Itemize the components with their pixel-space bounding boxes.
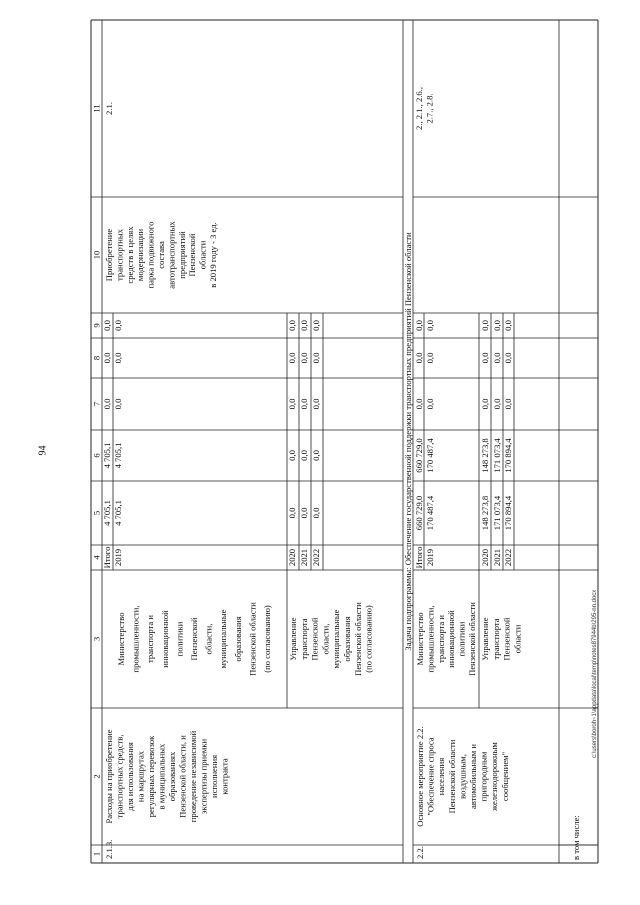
row-213-c7-value: 0,0	[102, 398, 112, 410]
row-22-name-line: пригородным	[478, 751, 489, 802]
row-213-year: 2020	[287, 548, 297, 567]
row-213-executor1-line: Пензенской области	[247, 602, 258, 676]
row-213-c8-value: 0,0	[102, 352, 112, 364]
row-22-c5-value: 171 073,4	[492, 495, 502, 531]
row-22-name-line: воздушным,	[457, 754, 468, 799]
row-22-executor1-line: инновационной	[446, 610, 457, 668]
row-213-c8-value: 0,0	[287, 352, 297, 364]
row-213-name-line: Расходы на приобретение	[104, 729, 114, 824]
row-22-c8-value: 0,0	[492, 352, 502, 364]
row-213-target-line: в 2019 году - 3 ед.	[208, 222, 218, 288]
header-cell-9: 9	[91, 323, 102, 328]
row-22-executor1-line: политики	[456, 621, 467, 657]
row-213-indicator: 2.1.	[104, 102, 114, 115]
row-213-c8-value: 0,0	[311, 352, 321, 364]
row-213-executor2-line: Пензенской	[309, 617, 320, 661]
row-213-year: 2021	[299, 548, 309, 567]
row-213-executor1-line: инновационной	[159, 610, 170, 668]
row-213-executor1-line: транспорта и	[145, 615, 156, 663]
row-22-year: 2020	[480, 548, 490, 567]
row-213-name-line: регулярных перевозок	[146, 735, 156, 818]
header-cell-1: 1	[91, 851, 102, 857]
row-22-c7-value: 0,0	[425, 398, 435, 410]
row-213-c9-value: 0,0	[113, 320, 123, 331]
row-213-executor1-line: муниципальные	[218, 609, 229, 669]
row-213-c5-value: 0,0	[311, 507, 321, 519]
row-22-name-line: автомобильным и	[468, 744, 478, 809]
row-213-target-line: парка подвижного	[145, 221, 156, 289]
row-22-c7-value: 0,0	[503, 398, 513, 410]
row-22-c8-value: 0,0	[503, 352, 513, 364]
row-213-year: Итого	[102, 546, 112, 569]
row-22-c6-value: 660 729,0	[414, 438, 424, 473]
row-213-c7-value: 0,0	[311, 398, 321, 410]
row-22-c6-value: 170 487,4	[425, 438, 435, 473]
row-22-c5-value: 660 729,0	[414, 495, 424, 531]
row-213-executor2-line: Управление	[288, 617, 298, 661]
row-22-c9-value: 0,0	[480, 320, 490, 331]
row-22-number: 2.2.	[415, 846, 425, 859]
row-22-c5-value: 148 273,8	[480, 495, 490, 531]
row-213-c5-value: 4 705,1	[113, 500, 123, 526]
row-213-executor1-line: политики	[174, 621, 185, 657]
row-213-c6-value: 0,0	[299, 450, 309, 461]
task-title: Задача подпрограммы: Обеспечение государственной поддержки транспортных предприятий Пензенской области	[403, 232, 413, 651]
row-22-year: 2021	[492, 548, 502, 567]
row-22-year: Итого	[414, 546, 424, 569]
row-22-executor2-line: транспорта	[490, 618, 501, 660]
page-number: 94	[37, 445, 49, 456]
row-213-number: 2.1.3.	[104, 839, 114, 859]
row-213-name-line: исполнения	[209, 754, 219, 799]
header-cell-11: 11	[91, 104, 102, 113]
header-cell-10: 10	[91, 250, 102, 260]
row-213-c9-value: 0,0	[299, 320, 309, 331]
row-213-name-line: транспортных средств,	[114, 734, 125, 819]
row-213-c9-value: 0,0	[311, 320, 321, 331]
row-213-c8-value: 0,0	[113, 352, 123, 364]
row-213-executor2-line: образования	[342, 616, 352, 662]
row-22-name-line: Пензенской области	[446, 739, 457, 814]
row-213-c7-value: 0,0	[299, 398, 309, 410]
row-22-c7-value: 0,0	[492, 398, 502, 410]
row-22-executor2-line: области	[512, 624, 523, 654]
table-body	[91, 20, 598, 863]
row-213-target-line: средств в целях	[124, 226, 135, 284]
row-213-target-line: состава	[156, 241, 166, 269]
row-22-year: 2022	[503, 548, 513, 567]
row-213-c6-value: 4 705,1	[102, 442, 112, 469]
row-22-executor1-line: Пензенской области	[467, 602, 477, 676]
row-22-name-line: Основное мероприятие 2.2.	[415, 726, 425, 827]
row-22-executor2-line: Управление	[480, 617, 490, 661]
row-22-indicator-line: 2.7., 2.8.	[424, 93, 435, 124]
row-22-c9-value: 0,0	[492, 320, 502, 331]
row-213-name-line: образованиях	[167, 751, 177, 802]
row-213-c6-value: 4 705,1	[113, 442, 123, 469]
header-cell-2: 2	[91, 774, 102, 779]
row-22-c7-value: 0,0	[414, 398, 424, 410]
row-22-c5-value: 170 894,4	[503, 495, 513, 531]
row-22-year: 2019	[425, 548, 435, 567]
row-22-indicator-line: 2., 2.1., 2.6.,	[414, 87, 424, 130]
row-22-c5-value: 170 487,4	[425, 495, 435, 531]
row-213-executor2-line: транспорта	[298, 618, 309, 660]
footer-label: в том числе:	[571, 815, 581, 860]
row-213-name-line: для использования	[125, 742, 135, 811]
row-213-executor1-line: промышленности,	[130, 605, 141, 673]
row-22-c8-value: 0,0	[480, 352, 490, 364]
header-cell-5: 5	[91, 510, 102, 516]
row-213-c7-value: 0,0	[113, 398, 123, 410]
header-cell-4: 4	[91, 555, 102, 560]
row-213-c9-value: 0,0	[102, 320, 112, 331]
row-213-executor1-line: образования	[232, 616, 243, 662]
row-213-c8-value: 0,0	[299, 352, 309, 364]
row-22-c9-value: 0,0	[425, 320, 435, 331]
row-213-executor1-line: области,	[203, 623, 214, 655]
row-213-c6-value: 0,0	[287, 450, 297, 461]
row-213-name-line: экспертизы приемки	[198, 738, 209, 815]
row-213-executor2-line: (по согласованию)	[363, 605, 374, 673]
row-22-executor1-line: транспорта и	[435, 615, 446, 663]
file-path-footer: c:\users\boroh~1\appdata\local\temp\notes87944b\295-nn.docx	[592, 589, 598, 758]
row-22-name-line: населения	[436, 757, 447, 796]
row-213-target-line: автотранспортных	[166, 221, 177, 289]
row-22-c8-value: 0,0	[414, 352, 424, 364]
row-213-c5-value: 0,0	[287, 507, 297, 519]
row-22-c9-value: 0,0	[414, 320, 424, 331]
row-213-name-line: на маршрутах	[135, 750, 146, 803]
row-213-executor2-line: муниципальные	[331, 609, 342, 669]
row-22-name-line: сообщением"	[499, 751, 510, 802]
row-22-name-line: железнодорожным	[489, 742, 500, 811]
row-213-year: 2022	[311, 548, 321, 567]
row-213-year: 2019	[113, 548, 123, 567]
row-22-executor1-line: промышленности,	[425, 605, 436, 673]
row-22-c8-value: 0,0	[425, 352, 435, 364]
row-213-executor2-line: Пензенской области	[352, 602, 363, 676]
row-22-c9-value: 0,0	[503, 320, 513, 331]
row-213-target-line: Приобретение	[104, 228, 114, 282]
row-213-executor1-line: Пензенской	[189, 617, 199, 661]
row-213-target-line: области	[197, 240, 208, 270]
header-cell-3: 3	[91, 636, 102, 642]
row-22-c6-value: 170 894,4	[503, 438, 513, 473]
header-cell-6: 6	[91, 453, 102, 458]
row-213-c5-value: 0,0	[299, 507, 309, 519]
row-213-name-line: в муниципальных	[156, 743, 167, 810]
row-213-executor2-line: области,	[320, 623, 331, 655]
row-213-executor1-line: (по согласованию)	[262, 605, 272, 673]
row-213-target-line: Пензенской	[187, 233, 198, 277]
row-22-c7-value: 0,0	[480, 398, 490, 410]
row-22-executor1-line: Министерство	[415, 612, 425, 666]
row-213-executor1-line: Министерство	[116, 612, 126, 666]
row-213-target-line: модернизации	[135, 228, 146, 282]
row-213-c5-value: 4 705,1	[102, 500, 112, 526]
row-22-c6-value: 148 273,8	[480, 438, 490, 473]
row-213-target-line: предприятий	[176, 231, 187, 279]
row-213-name-line: контракта	[219, 758, 230, 795]
row-213-target-line: транспортных	[114, 229, 125, 281]
row-213-name-line: проведение независимой	[188, 730, 198, 823]
row-22-c6-value: 171 073,4	[492, 438, 502, 473]
row-22-name-line: "Обеспечение спроса	[425, 737, 436, 816]
row-213-c9-value: 0,0	[287, 320, 297, 331]
header-cell-7: 7	[91, 401, 102, 407]
row-213-c6-value: 0,0	[311, 450, 321, 461]
row-213-c7-value: 0,0	[287, 398, 297, 410]
row-22-executor2-line: Пензенской	[501, 617, 512, 661]
row-213-name-line: Пензенской области, и	[177, 735, 188, 818]
header-cell-8: 8	[91, 355, 102, 361]
